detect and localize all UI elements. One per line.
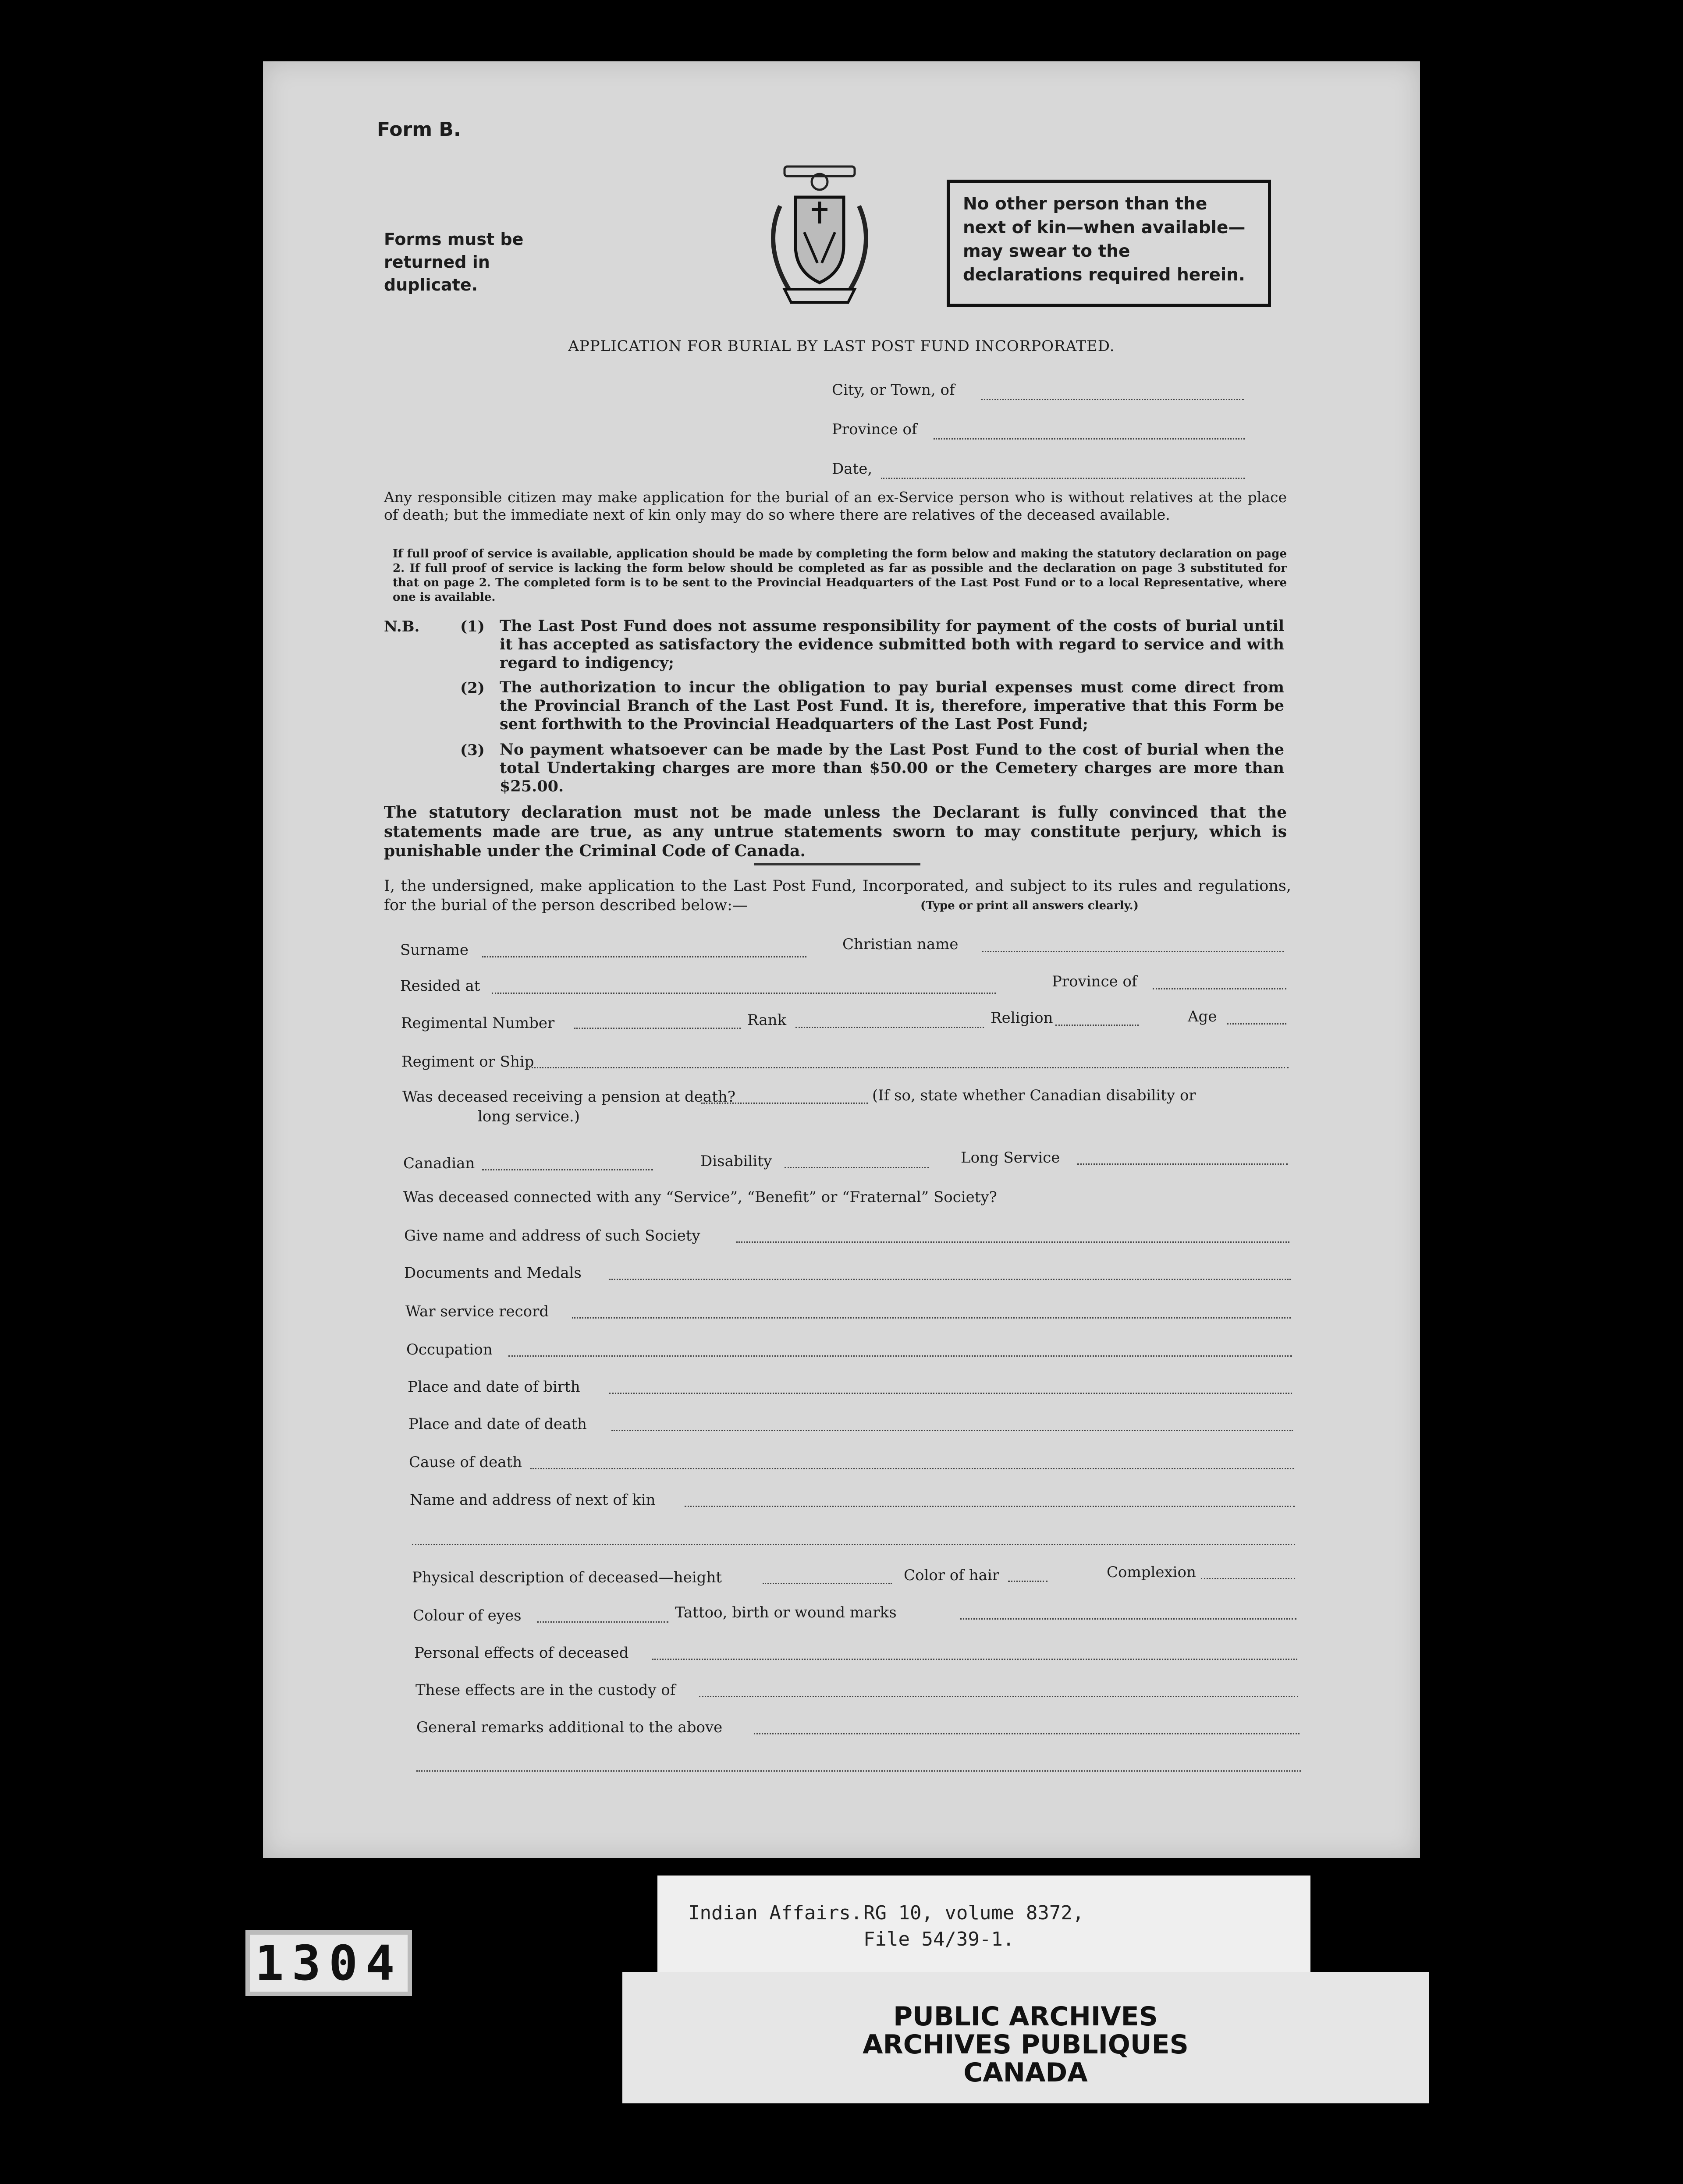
application-note: (Type or print all answers clearly.) [920, 899, 1139, 912]
disability-label: Disability [700, 1152, 772, 1170]
form-label: Form B. [377, 118, 461, 141]
city-field[interactable] [981, 399, 1244, 400]
province-of-field[interactable] [1153, 988, 1286, 989]
application-statement: I, the undersigned, make application to the Last Post Fund, Incorporated, and subject to its rules and regulations, for the burial of the person described below:— [384, 877, 1291, 914]
remarks-field-cont[interactable] [416, 1770, 1301, 1772]
city-label: City, or Town, of [832, 381, 955, 399]
disability-field[interactable] [785, 1167, 929, 1168]
religion-label: Religion [991, 1009, 1053, 1027]
society-name-label: Give name and address of such Society [404, 1227, 700, 1244]
regiment-label: Regiment or Ship [401, 1053, 534, 1071]
record-group-label: RG 10, volume 8372, [863, 1902, 1084, 1924]
file-number-label: File 54/39-1. [863, 1928, 1015, 1950]
nb-item-number: (3) [460, 741, 485, 759]
pension-label: Was deceased receiving a pension at death? [402, 1088, 735, 1106]
resided-at-field[interactable] [492, 993, 996, 994]
tattoo-field[interactable] [960, 1618, 1296, 1620]
next-of-kin-notice: No other person than the next of kin—when available—may swear to the declarations required herein. [947, 180, 1271, 307]
remarks-label: General remarks additional to the above [416, 1719, 723, 1736]
documents-field[interactable] [609, 1279, 1291, 1280]
nb-item-number: (2) [460, 679, 485, 697]
canadian-field[interactable] [482, 1169, 653, 1170]
cause-label: Cause of death [409, 1454, 522, 1471]
nb-item-number: (1) [460, 618, 485, 635]
declaration-warning: The statutory declaration must not be made unless the Declarant is fully convinced that the statements made are true, as any untrue statements sworn to may constitute perjury, which is punishable under the Criminal Code of Canada. [384, 803, 1287, 860]
resided-at-label: Resided at [400, 977, 480, 995]
age-label: Age [1188, 1008, 1217, 1025]
surname-label: Surname [400, 941, 469, 959]
eyes-field[interactable] [537, 1621, 668, 1623]
nb-item-text: The authorization to incur the obligation to pay burial expenses must come direct from the Provincial Branch of the Last Post Fund. It is, therefore, imperative that this Form be sent forthwith to the Provincial Headquarters of the Last Post Fund; [500, 678, 1284, 733]
divider [754, 863, 920, 865]
documents-label: Documents and Medals [404, 1264, 582, 1282]
rank-field[interactable] [795, 1027, 984, 1028]
form-title: APPLICATION FOR BURIAL BY LAST POST FUND INCORPORATED. [568, 337, 1115, 355]
hair-label: Color of hair [904, 1567, 1000, 1584]
rank-label: Rank [747, 1011, 787, 1029]
christian-name-label: Christian name [842, 936, 959, 953]
province-field[interactable] [934, 438, 1245, 440]
date-label: Date, [832, 460, 873, 478]
death-field[interactable] [611, 1430, 1293, 1431]
effects-label: Personal effects of deceased [414, 1644, 629, 1662]
nb-item-text: The Last Post Fund does not assume responsibility for payment of the costs of burial until it has accepted as satisfactory the evidence submitted both with regard to service and with regard to indigency; [500, 617, 1284, 672]
custody-field[interactable] [699, 1696, 1298, 1697]
pension-field[interactable] [701, 1103, 868, 1104]
birth-label: Place and date of birth [408, 1378, 580, 1396]
intro-paragraph: Any responsible citizen may make application for the burial of an ex-Service person who is without relatives at the place of death; but the immediate next of kin only may do so where there are relatives of the deceased available. [384, 489, 1287, 523]
complexion-label: Complexion [1107, 1564, 1196, 1581]
regiment-field[interactable] [526, 1067, 1289, 1068]
war-record-field[interactable] [572, 1317, 1291, 1319]
occupation-label: Occupation [406, 1341, 493, 1358]
archive-name-en: PUBLIC ARCHIVES [893, 2001, 1158, 2032]
religion-field[interactable] [1055, 1025, 1139, 1026]
frame-number: 1304 [255, 1935, 403, 1991]
archive-country: CANADA [963, 2057, 1088, 2088]
custody-label: These effects are in the custody of [415, 1681, 676, 1699]
archive-name-fr: ARCHIVES PUBLIQUES [863, 2029, 1189, 2060]
long-service-label: Long Service [961, 1149, 1060, 1166]
war-record-label: War service record [405, 1303, 549, 1320]
long-service-field[interactable] [1077, 1163, 1288, 1165]
province-label: Province of [832, 421, 917, 438]
occupation-field[interactable] [508, 1355, 1292, 1357]
department-label: Indian Affairs. [688, 1902, 863, 1924]
regimental-number-field[interactable] [574, 1028, 741, 1029]
cause-field[interactable] [530, 1468, 1294, 1469]
hair-field[interactable] [1008, 1581, 1047, 1582]
society-question: Was deceased connected with any “Service”, “Benefit” or “Fraternal” Society? [403, 1188, 997, 1206]
frame-number-tag [245, 1930, 412, 1996]
form-sheet [263, 61, 1420, 1858]
coat-of-arms-logo [754, 158, 885, 324]
instructions-paragraph: If full proof of service is available, application should be made by completing the form below and making the statutory declaration on page 2. If full proof of service is lacking the form below should be completed as far as possible and the declaration on page 3 substituted for that on page 2. The completed form is to be sent to the Provincial Headquarters of the Last Post Fund or to a local Representative, where one is available. [393, 547, 1287, 604]
archive-stamp-card [622, 1972, 1429, 2103]
society-name-field[interactable] [736, 1241, 1289, 1243]
date-field[interactable] [881, 478, 1245, 479]
pension-note-cont: long service.) [478, 1108, 580, 1125]
remarks-field[interactable] [754, 1733, 1300, 1734]
height-field[interactable] [763, 1583, 892, 1584]
nb-item-text: No payment whatsoever can be made by the Last Post Fund to the cost of burial when the total Undertaking charges are more than $50.00 or the Cemetery charges are more than $25.00. [500, 741, 1284, 795]
next-of-kin-field[interactable] [685, 1506, 1295, 1507]
effects-field[interactable] [652, 1659, 1297, 1660]
birth-field[interactable] [609, 1393, 1292, 1394]
eyes-label: Colour of eyes [413, 1607, 522, 1624]
next-of-kin-label: Name and address of next of kin [410, 1491, 656, 1509]
surname-field[interactable] [482, 956, 806, 957]
province-of-label: Province of [1052, 973, 1137, 990]
regimental-number-label: Regimental Number [401, 1014, 555, 1032]
canadian-label: Canadian [403, 1155, 475, 1172]
nb-label: N.B. [384, 618, 420, 635]
age-field[interactable] [1227, 1023, 1286, 1025]
tattoo-label: Tattoo, birth or wound marks [675, 1604, 897, 1621]
christian-name-field[interactable] [982, 951, 1284, 952]
returned-note: Forms must be returned in duplicate. [384, 230, 524, 294]
pension-note: (If so, state whether Canadian disability or [872, 1087, 1196, 1104]
next-of-kin-field-cont[interactable] [412, 1544, 1295, 1545]
death-label: Place and date of death [408, 1415, 587, 1433]
complexion-field[interactable] [1201, 1578, 1295, 1579]
physical-label: Physical description of deceased—height [412, 1569, 722, 1586]
